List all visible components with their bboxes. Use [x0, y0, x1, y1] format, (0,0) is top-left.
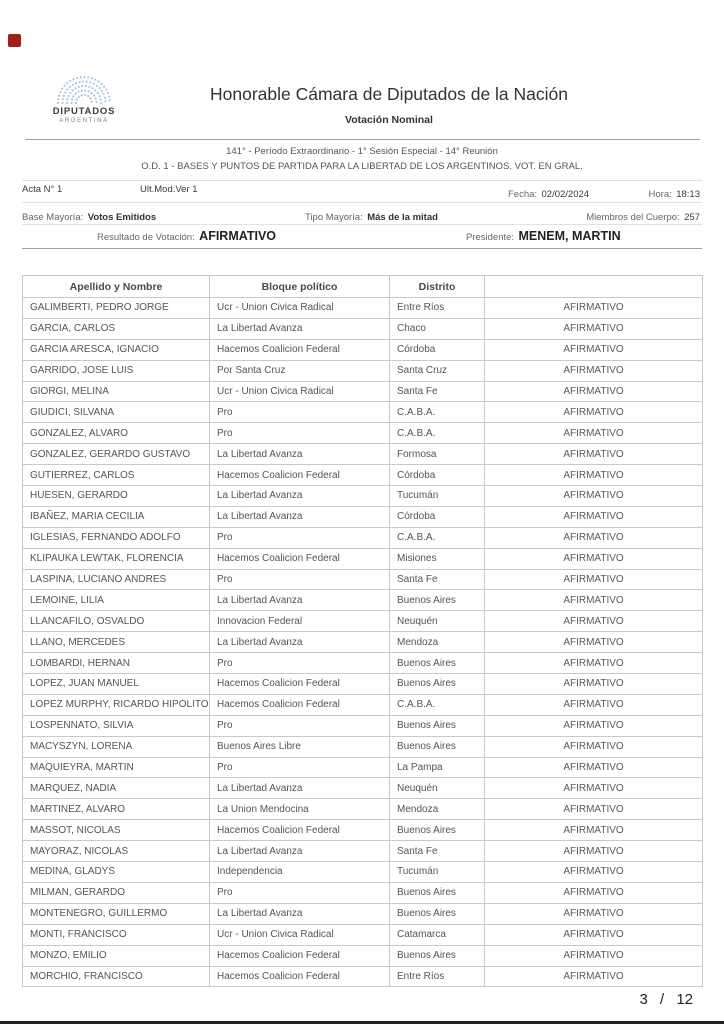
bloc-cell: La Libertad Avanza: [210, 506, 390, 527]
resultado-field: [97, 227, 276, 245]
bloc-cell: La Libertad Avanza: [210, 444, 390, 465]
district-cell: Buenos Aires: [390, 674, 485, 695]
deputy-name-cell: MORCHIO, FRANCISCO: [23, 966, 210, 987]
deputy-name-cell: LOPEZ MURPHY, RICARDO HIPOLITO: [23, 694, 210, 715]
table-row: [23, 924, 703, 945]
table-row: [23, 862, 703, 883]
base-mayoria-label: Base Mayoría:: [22, 212, 84, 223]
deputy-name-cell: HUESEN, GERARDO: [23, 486, 210, 507]
table-row: [23, 882, 703, 903]
table-row: [23, 694, 703, 715]
table-row: [23, 465, 703, 486]
table-row: [23, 757, 703, 778]
meta-divider-1: [22, 180, 702, 181]
bloc-cell: La Libertad Avanza: [210, 590, 390, 611]
session-line: 141° - Período Extraordinario - 1° Sesión Especial - 14° Reunión: [226, 146, 498, 157]
table-row: [23, 841, 703, 862]
page-indicator: [635, 991, 697, 1008]
deputy-name-cell: GARCIA, CARLOS: [23, 318, 210, 339]
deputy-name-cell: GARRIDO, JOSE LUIS: [23, 360, 210, 381]
table-body: [23, 298, 703, 987]
page-subtitle: Votación Nominal: [345, 114, 433, 126]
deputy-name-cell: MACYSZYN, LORENA: [23, 736, 210, 757]
vote-cell: AFIRMATIVO: [485, 506, 703, 527]
vote-cell: AFIRMATIVO: [485, 903, 703, 924]
deputy-name-cell: LOMBARDI, HERNAN: [23, 653, 210, 674]
deputy-name-cell: KLIPAUKA LEWTAK, FLORENCIA: [23, 548, 210, 569]
deputy-name-cell: LOPEZ, JUAN MANUEL: [23, 674, 210, 695]
district-cell: Santa Cruz: [390, 360, 485, 381]
page-title: Honorable Cámara de Diputados de la Nación: [210, 84, 568, 104]
bloc-cell: Pro: [210, 653, 390, 674]
table-row: [23, 339, 703, 360]
bloc-cell: Independencia: [210, 862, 390, 883]
table-row: [23, 590, 703, 611]
presidente-label: Presidente:: [466, 232, 515, 243]
vote-cell: AFIRMATIVO: [485, 381, 703, 402]
tipo-mayoria-value: Más de la mitad: [367, 212, 438, 223]
vote-cell: AFIRMATIVO: [485, 966, 703, 987]
vote-cell: AFIRMATIVO: [485, 318, 703, 339]
red-marker-icon: [8, 34, 21, 47]
table-row: [23, 402, 703, 423]
district-cell: C.A.B.A.: [390, 694, 485, 715]
deputy-name-cell: GARCIA ARESCA, IGNACIO: [23, 339, 210, 360]
vote-cell: AFIRMATIVO: [485, 736, 703, 757]
vote-cell: AFIRMATIVO: [485, 402, 703, 423]
bloc-cell: Por Santa Cruz: [210, 360, 390, 381]
table-row: [23, 360, 703, 381]
deputy-name-cell: MAQUIEYRA, MARTIN: [23, 757, 210, 778]
miembros-value: 257: [684, 212, 700, 223]
bloc-cell: Ucr - Union Civica Radical: [210, 924, 390, 945]
table-row: [23, 903, 703, 924]
table-row: [23, 298, 703, 319]
meta-divider-2: [22, 202, 702, 203]
district-cell: La Pampa: [390, 757, 485, 778]
vote-cell: AFIRMATIVO: [485, 945, 703, 966]
vote-cell: AFIRMATIVO: [485, 465, 703, 486]
bloc-cell: Pro: [210, 569, 390, 590]
table-row: [23, 799, 703, 820]
vote-cell: AFIRMATIVO: [485, 715, 703, 736]
table-row: [23, 820, 703, 841]
table-row: [23, 715, 703, 736]
district-cell: Buenos Aires: [390, 715, 485, 736]
vote-cell: AFIRMATIVO: [485, 548, 703, 569]
votes-table: [22, 275, 702, 987]
resultado-label: Resultado de Votación:: [97, 232, 195, 243]
bloc-cell: Hacemos Coalicion Federal: [210, 674, 390, 695]
vote-cell: AFIRMATIVO: [485, 569, 703, 590]
deputy-name-cell: MARTINEZ, ALVARO: [23, 799, 210, 820]
deputy-name-cell: LLANO, MERCEDES: [23, 632, 210, 653]
vote-cell: AFIRMATIVO: [485, 882, 703, 903]
table-row: [23, 945, 703, 966]
table-row: [23, 653, 703, 674]
bloc-cell: Pro: [210, 423, 390, 444]
table-row: [23, 674, 703, 695]
bloc-cell: Hacemos Coalicion Federal: [210, 465, 390, 486]
vote-cell: AFIRMATIVO: [485, 339, 703, 360]
district-cell: Buenos Aires: [390, 590, 485, 611]
page-current: 3: [639, 991, 648, 1008]
resultado-value: AFIRMATIVO: [199, 229, 277, 243]
fecha-field: [508, 184, 589, 202]
deputy-name-cell: LOSPENNATO, SILVIA: [23, 715, 210, 736]
deputy-name-cell: GIUDICI, SILVANA: [23, 402, 210, 423]
district-cell: Tucumán: [390, 486, 485, 507]
bloc-cell: La Libertad Avanza: [210, 903, 390, 924]
table-row: [23, 423, 703, 444]
table-row: [23, 506, 703, 527]
bloc-cell: La Libertad Avanza: [210, 778, 390, 799]
district-cell: Buenos Aires: [390, 736, 485, 757]
vote-cell: AFIRMATIVO: [485, 799, 703, 820]
vote-cell: AFIRMATIVO: [485, 444, 703, 465]
bloc-cell: Hacemos Coalicion Federal: [210, 966, 390, 987]
deputy-name-cell: LASPINA, LUCIANO ANDRES: [23, 569, 210, 590]
district-cell: Mendoza: [390, 799, 485, 820]
district-cell: Buenos Aires: [390, 820, 485, 841]
deputy-name-cell: MONTI, FRANCISCO: [23, 924, 210, 945]
hora-label: Hora:: [648, 189, 672, 200]
district-cell: Córdoba: [390, 339, 485, 360]
district-cell: Chaco: [390, 318, 485, 339]
miembros-field: [586, 207, 700, 225]
header-bloque-politico: Bloque político: [210, 276, 390, 298]
district-cell: C.A.B.A.: [390, 527, 485, 548]
deputy-name-cell: GIORGI, MELINA: [23, 381, 210, 402]
deputy-name-cell: MAYORAZ, NICOLAS: [23, 841, 210, 862]
district-cell: Córdoba: [390, 465, 485, 486]
table-row: [23, 778, 703, 799]
district-cell: Neuquén: [390, 611, 485, 632]
base-mayoria-field: [22, 207, 156, 225]
table-row: [23, 736, 703, 757]
table-row: [23, 527, 703, 548]
header-distrito: Distrito: [390, 276, 485, 298]
deputy-name-cell: MEDINA, GLADYS: [23, 862, 210, 883]
district-cell: Córdoba: [390, 506, 485, 527]
district-cell: Santa Fe: [390, 569, 485, 590]
deputy-name-cell: GUTIERREZ, CARLOS: [23, 465, 210, 486]
vote-cell: AFIRMATIVO: [485, 653, 703, 674]
fecha-label: Fecha:: [508, 189, 538, 200]
vote-cell: AFIRMATIVO: [485, 611, 703, 632]
deputy-name-cell: LLANCAFILO, OSVALDO: [23, 611, 210, 632]
logo-text-diputados: DIPUTADOS: [52, 106, 116, 117]
district-cell: Buenos Aires: [390, 903, 485, 924]
vote-cell: AFIRMATIVO: [485, 527, 703, 548]
tipo-mayoria-field: [305, 207, 438, 225]
base-mayoria-value: Votos Emitidos: [87, 212, 157, 223]
page-total: 12: [676, 991, 693, 1008]
vote-cell: AFIRMATIVO: [485, 694, 703, 715]
bloc-cell: Buenos Aires Libre: [210, 736, 390, 757]
district-cell: Buenos Aires: [390, 945, 485, 966]
vote-cell: AFIRMATIVO: [485, 632, 703, 653]
meta-bottom-divider: [22, 248, 702, 249]
vote-cell: AFIRMATIVO: [485, 862, 703, 883]
vote-cell: AFIRMATIVO: [485, 590, 703, 611]
vote-cell: AFIRMATIVO: [485, 820, 703, 841]
deputy-name-cell: GALIMBERTI, PEDRO JORGE: [23, 298, 210, 319]
deputy-name-cell: IBAÑEZ, MARIA CECILIA: [23, 506, 210, 527]
district-cell: Neuquén: [390, 778, 485, 799]
header-apellido-nombre: Apellido y Nombre: [23, 276, 210, 298]
table-header-row: [23, 276, 703, 298]
bloc-cell: Ucr - Union Civica Radical: [210, 298, 390, 319]
bloc-cell: Innovacion Federal: [210, 611, 390, 632]
miembros-label: Miembros del Cuerpo:: [586, 212, 680, 223]
bloc-cell: Pro: [210, 715, 390, 736]
bloc-cell: Pro: [210, 757, 390, 778]
presidente-value: MENEM, MARTIN: [518, 229, 621, 243]
district-cell: Entre Ríos: [390, 298, 485, 319]
deputy-name-cell: MONZO, EMILIO: [23, 945, 210, 966]
district-cell: C.A.B.A.: [390, 402, 485, 423]
vote-cell: AFIRMATIVO: [485, 841, 703, 862]
bloc-cell: La Libertad Avanza: [210, 318, 390, 339]
hora-value: 18:13: [676, 189, 700, 200]
vote-cell: AFIRMATIVO: [485, 778, 703, 799]
district-cell: Misiones: [390, 548, 485, 569]
bloc-cell: Pro: [210, 527, 390, 548]
bloc-cell: Hacemos Coalicion Federal: [210, 820, 390, 841]
bloc-cell: La Union Mendocina: [210, 799, 390, 820]
district-cell: Buenos Aires: [390, 653, 485, 674]
vote-cell: AFIRMATIVO: [485, 298, 703, 319]
deputy-name-cell: GONZALEZ, GERARDO GUSTAVO: [23, 444, 210, 465]
district-cell: Formosa: [390, 444, 485, 465]
table-row: [23, 381, 703, 402]
header-divider: [25, 139, 700, 140]
bloc-cell: Hacemos Coalicion Federal: [210, 945, 390, 966]
bloc-cell: Pro: [210, 402, 390, 423]
acta-number: Acta N° 1: [22, 184, 63, 195]
deputy-name-cell: GONZALEZ, ALVARO: [23, 423, 210, 444]
district-cell: C.A.B.A.: [390, 423, 485, 444]
bloc-cell: Hacemos Coalicion Federal: [210, 339, 390, 360]
header-voto: [485, 276, 703, 298]
bloc-cell: Ucr - Union Civica Radical: [210, 381, 390, 402]
table-row: [23, 318, 703, 339]
table-row: [23, 569, 703, 590]
deputy-name-cell: LEMOINE, LILIA: [23, 590, 210, 611]
district-cell: Mendoza: [390, 632, 485, 653]
district-cell: Entre Ríos: [390, 966, 485, 987]
district-cell: Tucumán: [390, 862, 485, 883]
table-row: [23, 632, 703, 653]
presidente-field: [466, 227, 621, 245]
fecha-value: 02/02/2024: [541, 189, 590, 200]
deputy-name-cell: MILMAN, GERARDO: [23, 882, 210, 903]
bloc-cell: Pro: [210, 882, 390, 903]
vote-cell: AFIRMATIVO: [485, 674, 703, 695]
page-separator: /: [659, 991, 665, 1008]
bloc-cell: Hacemos Coalicion Federal: [210, 548, 390, 569]
table-row: [23, 486, 703, 507]
vote-cell: AFIRMATIVO: [485, 360, 703, 381]
bloc-cell: La Libertad Avanza: [210, 632, 390, 653]
table-row: [23, 611, 703, 632]
hora-field: [649, 184, 700, 202]
bloc-cell: La Libertad Avanza: [210, 486, 390, 507]
bloc-cell: La Libertad Avanza: [210, 841, 390, 862]
district-cell: Santa Fe: [390, 841, 485, 862]
district-cell: Buenos Aires: [390, 882, 485, 903]
deputy-name-cell: IGLESIAS, FERNANDO ADOLFO: [23, 527, 210, 548]
deputy-name-cell: MARQUEZ, NADIA: [23, 778, 210, 799]
vote-cell: AFIRMATIVO: [485, 757, 703, 778]
logo-text-argentina: ARGENTINA: [59, 118, 109, 124]
ult-mod-ver: Ult.Mod.Ver 1: [140, 184, 198, 195]
table-row: [23, 966, 703, 987]
table-row: [23, 548, 703, 569]
vote-cell: AFIRMATIVO: [485, 486, 703, 507]
district-cell: Santa Fe: [390, 381, 485, 402]
table-row: [23, 444, 703, 465]
deputy-name-cell: MASSOT, NICOLAS: [23, 820, 210, 841]
district-cell: Catamarca: [390, 924, 485, 945]
vote-cell: AFIRMATIVO: [485, 423, 703, 444]
tipo-mayoria-label: Tipo Mayoría:: [305, 212, 363, 223]
vote-cell: AFIRMATIVO: [485, 924, 703, 945]
deputy-name-cell: MONTENEGRO, GUILLERMO: [23, 903, 210, 924]
bloc-cell: Hacemos Coalicion Federal: [210, 694, 390, 715]
order-line: O.D. 1 - BASES Y PUNTOS DE PARTIDA PARA LA LIBERTAD DE LOS ARGENTINOS. VOT. EN GRAL.: [141, 161, 583, 172]
